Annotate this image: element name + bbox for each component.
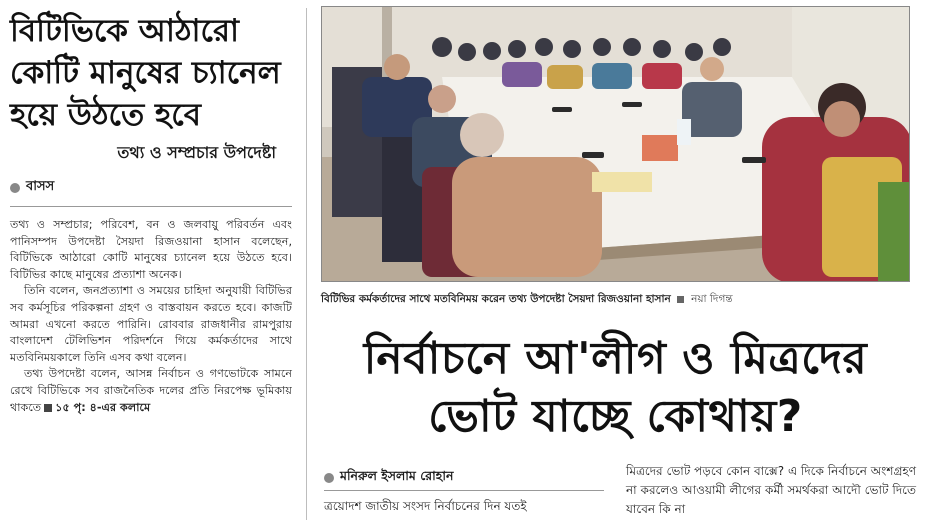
byline-divider (10, 206, 292, 207)
photo-caption-text: বিটিভির কর্মকর্তাদের সাথে মতবিনিময় করেন তথ্য উপদেষ্টা সৈয়দা রিজওয়ানা হাসান (321, 293, 671, 305)
byline-divider (324, 490, 604, 491)
left-headline-line: বিটিভিকে আঠারো (10, 13, 240, 49)
jump-square-icon (44, 404, 52, 412)
main-headline-line: ভোট যাচ্ছে কোথায়? (428, 391, 803, 442)
main-byline (324, 468, 453, 488)
left-paragraph (10, 366, 292, 416)
news-photo (321, 6, 910, 282)
left-paragraph-text: তথ্য উপদেষ্টা বলেন, আসন্ন নির্বাচন ও গণভোটকে সামনে রেখে বিটিভিকে সব রাজনৈতিক দলের প্রতি নিরপেক্ষ ভূমিকায় থাকতে (10, 367, 292, 414)
left-byline-text: বাসস (26, 179, 55, 194)
meeting-photo-illustration (322, 7, 910, 282)
caption-square-icon (677, 296, 684, 303)
photo-caption (321, 292, 910, 309)
main-byline-text: মনিরুল ইসলাম রোহান (340, 468, 454, 483)
column-divider (306, 8, 307, 520)
left-article (0, 0, 300, 525)
main-column-a: ত্রয়োদশ জাতীয় সংসদ নির্বাচনের দিন যতই (324, 499, 527, 513)
jump-reference[interactable]: ১৫ পৃ: ৪-এর কলামে (55, 400, 151, 414)
photo-credit: নয়া দিগন্ত (691, 293, 733, 305)
left-headline (10, 10, 292, 136)
left-paragraph: তিনি বলেন, জনপ্রত্যাশা ও সময়ের চাহিদা অনুযায়ী বিটিভির সব কর্মসূচির পরিকল্পনা গ্রহণ ও বাস্তবায়ন করতে হবে। কাজটি আমরা এখনো করতে পারিনি। রোববার রাজধানীর রামপুরায় বাংলাদেশ টেলিভিশন পরিদর্শনে গিয়ে কর্মকর্তাদের সাথে মতবিনিময়কালে তিনি এসব কথা বলেন। (10, 284, 292, 364)
left-paragraph: তথ্য ও সম্প্রচার; পরিবেশ, বন ও জলবায়ু পরিবর্তন এবং পানিসম্পদ উপদেষ্টা সৈয়দা রিজওয়ানা হাসান বলেছেন, বিটিভিকে আঠারো কোটি মানুষের চ্যানেল হয়ে উঠতে হবে। বিটিভির কাছে মানুষের প্রত্যাশা অনেক। (10, 218, 292, 281)
main-headline-line: নির্বাচনে আ'লীগ ও মিত্রদের (363, 333, 868, 384)
left-subheadline: তথ্য ও সম্প্রচার উপদেষ্টা (117, 143, 276, 162)
left-headline-line: কোটি মানুষের চ্যানেল (10, 55, 281, 91)
main-headline (321, 330, 910, 446)
left-byline (10, 177, 292, 198)
left-body (10, 217, 292, 416)
bullet-icon (10, 183, 20, 193)
main-column-b: মিত্রদের ভোট পড়বে কোন বাক্সে? এ দিকে নির্বাচনে অংশগ্রহণ না করলেও আওয়ামী লীগের কর্মী সমর্থকরা আদৌ ভোট দিতে যাবেন কি না (626, 464, 916, 516)
bullet-icon (324, 473, 334, 483)
left-headline-line: হয়ে উঠতে হবে (10, 97, 202, 133)
